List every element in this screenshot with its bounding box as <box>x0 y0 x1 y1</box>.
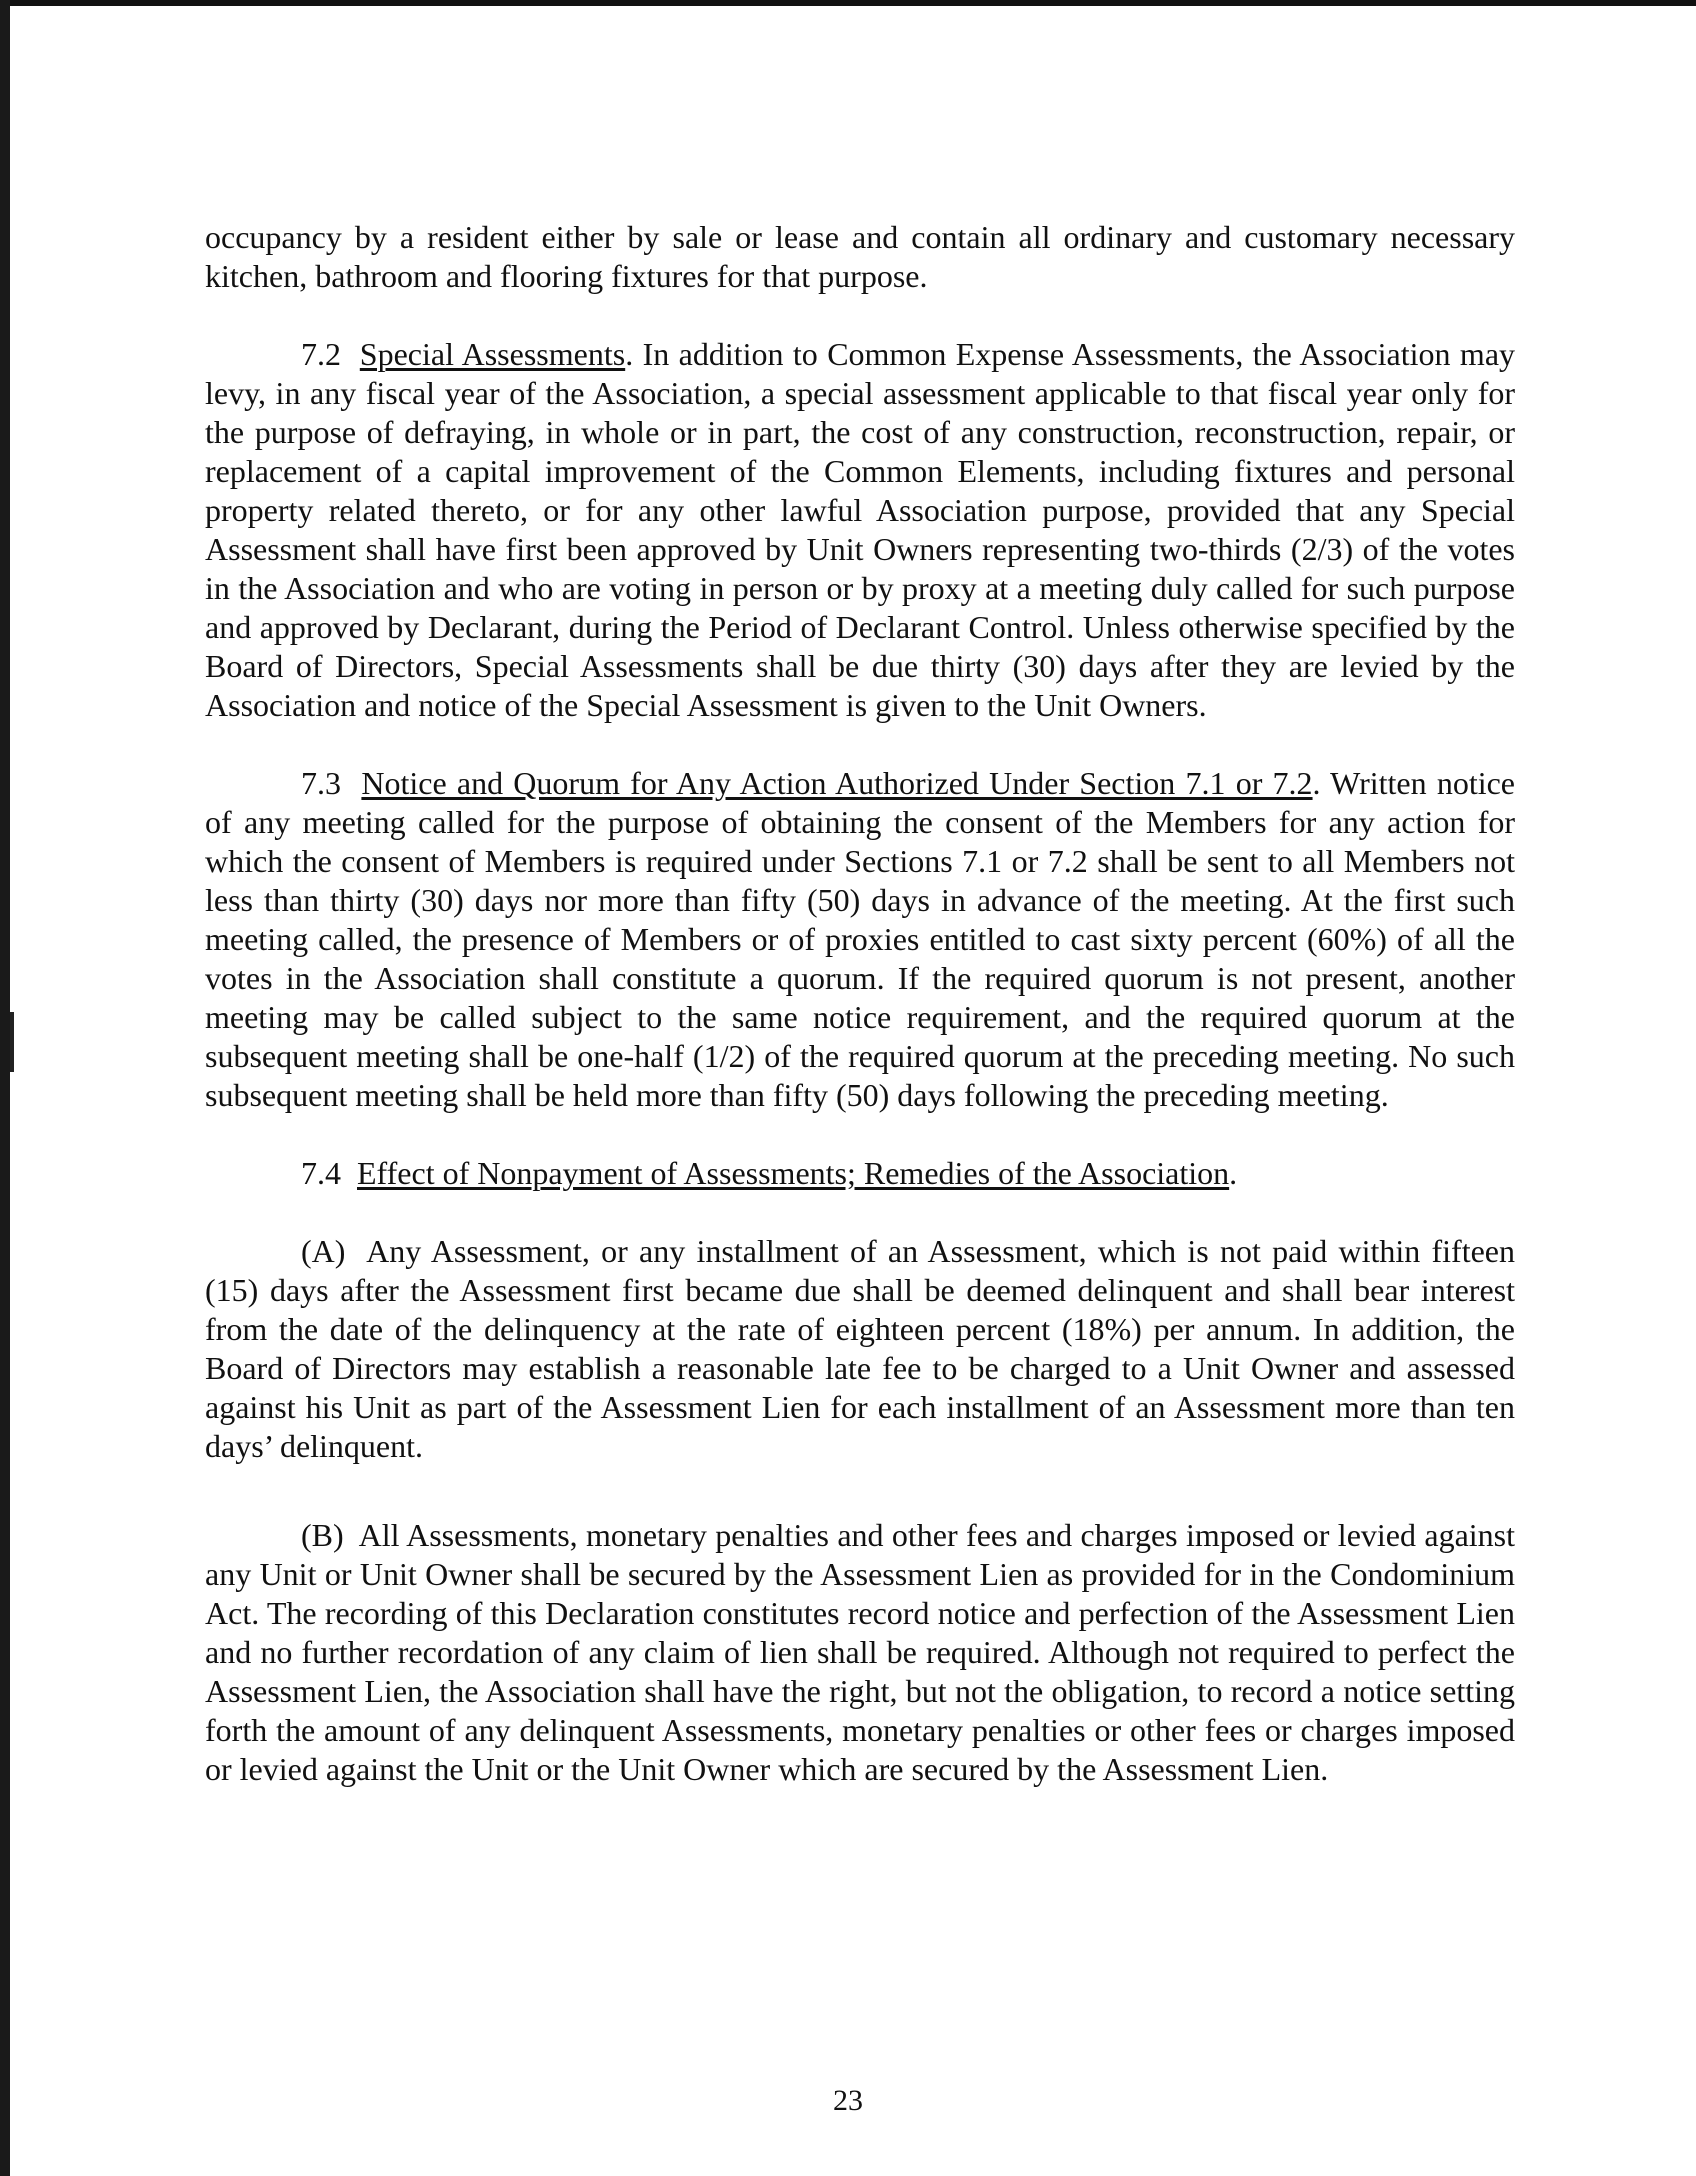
scan-left-border <box>0 0 10 2176</box>
section-number: 7.3 <box>301 765 341 801</box>
section-7-2 <box>205 335 1515 725</box>
scan-artifact-mark <box>10 1012 14 1072</box>
subsection-a <box>205 1232 1515 1466</box>
section-7-4-heading <box>205 1154 1515 1193</box>
section-heading: Notice and Quorum for Any Action Authorized Under Section 7.1 or 7.2 <box>361 765 1313 801</box>
subsection-body: All Assessments, monetary penalties and other fees and charges imposed or levied against any Unit or Unit Owner shall be secured by the Assessment Lien as provided for in the Condominium Act. The recording of this Declaration constitutes record notice and perfection of the Assessment Lien and no further recordation of any claim of lien shall be required. Although not required to perfect the Assessment Lien, the Association shall have the right, but not the obligation, to record a notice setting forth the amount of any delinquent Assessments, monetary penalties or other fees or charges imposed or levied against the Unit or the Unit Owner which are secured by the Assessment Lien. <box>205 1517 1516 1787</box>
scan-top-border <box>0 0 1696 6</box>
section-number: 7.2 <box>301 336 341 372</box>
subsection-label: (A) <box>301 1233 346 1269</box>
page-number: 23 <box>833 2084 863 2117</box>
section-body: . Written notice of any meeting called for the purpose of obtaining the consent of the Members for any action for which the consent of Members is required under Sections 7.1 or 7.2 shall be sent to all Members not less than thirty (30) days nor more than fifty (50) days in advance of the meeting. At the first such meeting called, the presence of Members or of proxies entitled to cast sixty percent (60%) of all the votes in the Association shall constitute a quorum. If the required quorum is not present, another meeting may be called subject to the same notice requirement, and the required quorum at the subsequent meeting shall be one-half (1/2) of the required quorum at the preceding meeting. No such subsequent meeting shall be held more than fifty (50) days following the preceding meeting. <box>205 765 1516 1113</box>
subsection-label: (B) <box>301 1517 344 1553</box>
section-body: . In addition to Common Expense Assessments, the Association may levy, in any fiscal year of the Association, a special assessment applicable to that fiscal year only for the purpose of defraying, in whole or in part, the cost of any construction, reconstruction, repair, or replacement of a capital improvement of the Common Elements, including fixtures and personal property related thereto, or for any other lawful Association purpose, provided that any Special Assessment shall have first been approved by Unit Owners representing two-thirds (2/3) of the votes in the Association and who are voting in person or by proxy at a meeting duly called for such purpose and approved by Declarant, during the Period of Declarant Control. Unless otherwise specified by the Board of Directors, Special Assessments shall be due thirty (30) days after they are levied by the Association and notice of the Special Assessment is given to the Unit Owners. <box>205 336 1516 723</box>
intro-paragraph: occupancy by a resident either by sale or lease and contain all ordinary and customary necessary kitchen, bathroom and flooring fixtures for that purpose. <box>205 219 1515 294</box>
subsection-body: Any Assessment, or any installment of an Assessment, which is not paid within fifteen (15) days after the Assessment first became due shall be deemed delinquent and shall bear interest from the date of the delinquency at the rate of eighteen percent (18%) per annum. In addition, the Board of Directors may establish a reasonable late fee to be charged to a Unit Owner and assessed against his Unit as part of the Assessment Lien for each installment of an Assessment more than ten days’ delinquent. <box>205 1233 1516 1464</box>
section-7-3 <box>205 764 1515 1115</box>
section-heading: Effect of Nonpayment of Assessments; Remedies of the Association <box>357 1155 1230 1191</box>
subsection-b <box>205 1516 1515 1789</box>
section-heading: Special Assessments <box>359 336 626 372</box>
heading-period: . <box>1229 1155 1238 1191</box>
document-body <box>205 218 1515 1839</box>
section-number: 7.4 <box>301 1155 341 1191</box>
